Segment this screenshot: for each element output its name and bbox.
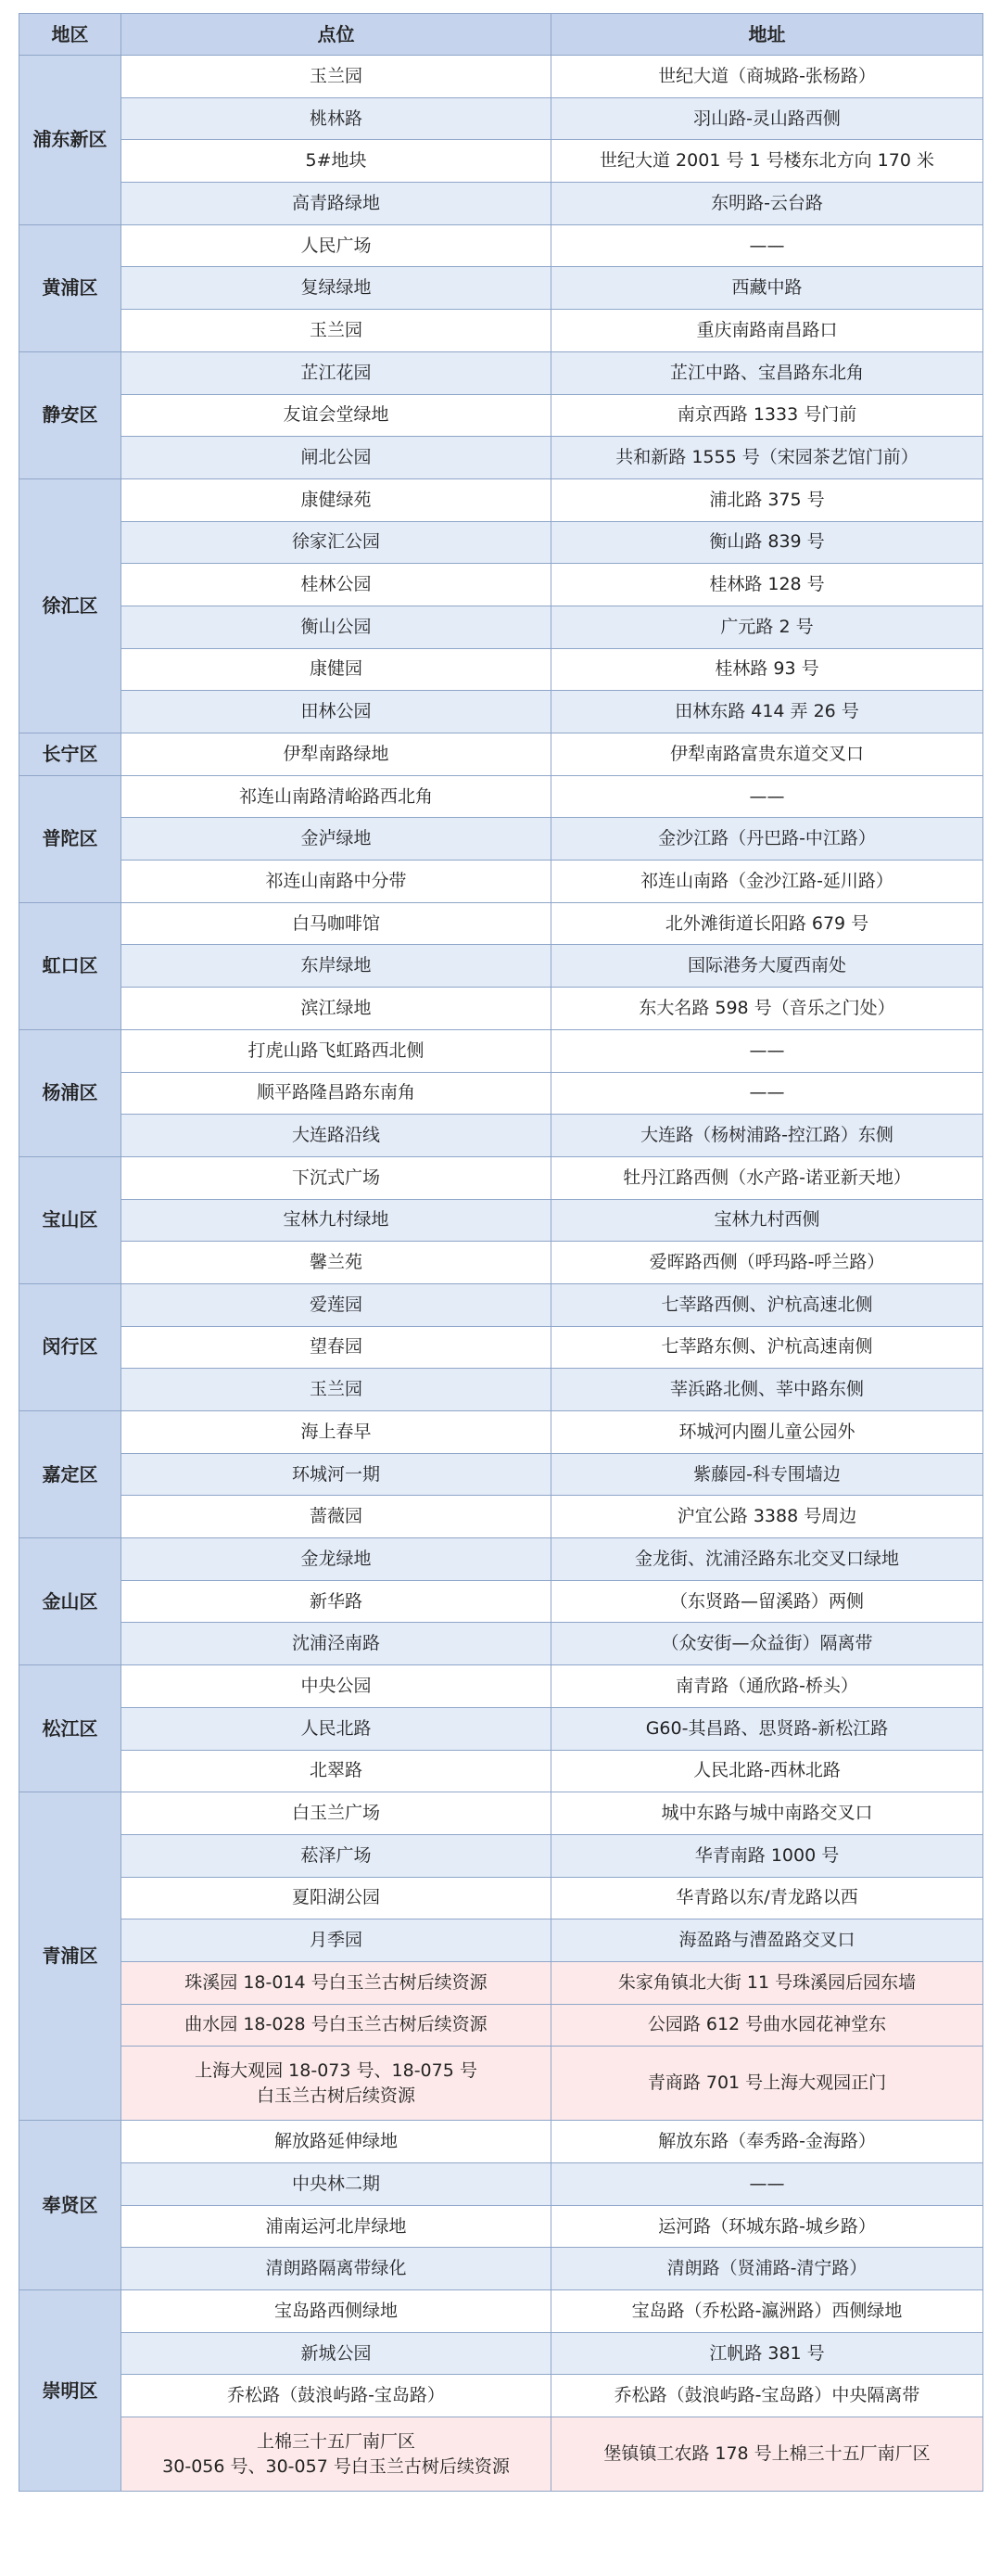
table-row [19, 1665, 983, 1708]
site-cell: 友谊会堂绿地 [121, 394, 551, 437]
site-cell: 祁连山南路中分带 [121, 861, 551, 903]
table-row [19, 1834, 983, 1877]
address-cell: 解放东路（奉秀路-金海路） [551, 2121, 983, 2163]
site-cell: 海上春早 [121, 1411, 551, 1454]
address-cell: 江帆路 381 号 [551, 2332, 983, 2375]
address-cell: 华青路以东/青龙路以西 [551, 1877, 983, 1919]
table-row [19, 945, 983, 988]
site-cell: 衡山公园 [121, 606, 551, 648]
region-cell: 奉贤区 [19, 2121, 121, 2290]
address-cell: 沪宜公路 3388 号周边 [551, 1496, 983, 1538]
table-row [19, 2205, 983, 2248]
address-cell: 七莘路东侧、沪杭高速南侧 [551, 1326, 983, 1369]
address-cell: 重庆南路南昌路口 [551, 310, 983, 352]
site-cell: 馨兰苑 [121, 1242, 551, 1284]
site-cell: 玉兰园 [121, 1369, 551, 1411]
region-cell: 闵行区 [19, 1283, 121, 1410]
address-cell: 运河路（环城东路-城乡路） [551, 2205, 983, 2248]
address-cell: 金龙街、沈浦泾路东北交叉口绿地 [551, 1538, 983, 1581]
address-cell: 华青南路 1000 号 [551, 1834, 983, 1877]
address-cell: 西藏中路 [551, 267, 983, 310]
table-row [19, 2375, 983, 2417]
address-cell: 环城河内圈儿童公园外 [551, 1411, 983, 1454]
site-cell: 康健园 [121, 648, 551, 691]
table-row [19, 648, 983, 691]
site-cell: 环城河一期 [121, 1453, 551, 1496]
header-region: 地区 [19, 14, 121, 56]
address-cell: 爱晖路西侧（呼玛路-呼兰路） [551, 1242, 983, 1284]
table-row [19, 437, 983, 479]
site-cell: 徐家汇公园 [121, 521, 551, 564]
address-cell: 七莘路西侧、沪杭高速北侧 [551, 1283, 983, 1326]
site-cell: 打虎山路飞虹路西北侧 [121, 1029, 551, 1072]
table-row [19, 988, 983, 1030]
header-site: 点位 [121, 14, 551, 56]
table-row [19, 2248, 983, 2290]
table-row [19, 733, 983, 776]
address-cell: （众安街—众益街）隔离带 [551, 1623, 983, 1665]
site-cell: 人民北路 [121, 1707, 551, 1750]
table-row [19, 691, 983, 733]
table-row [19, 2332, 983, 2375]
table-row [19, 1115, 983, 1157]
region-cell: 浦东新区 [19, 56, 121, 225]
site-cell: 清朗路隔离带绿化 [121, 2248, 551, 2290]
table-row [19, 1919, 983, 1962]
table-row [19, 521, 983, 564]
address-cell: 芷江中路、宝昌路东北角 [551, 351, 983, 394]
site-cell: 康健绿苑 [121, 478, 551, 521]
address-cell: 南青路（通欣路-桥头） [551, 1665, 983, 1708]
site-cell: 下沉式广场 [121, 1156, 551, 1199]
address-cell: 南京西路 1333 号门前 [551, 394, 983, 437]
site-cell: 中央林二期 [121, 2163, 551, 2206]
header-address: 地址 [551, 14, 983, 56]
site-cell: 祁连山南路清峪路西北角 [121, 775, 551, 818]
table-row [19, 1411, 983, 1454]
site-cell: 白玉兰广场 [121, 1792, 551, 1835]
region-cell: 黄浦区 [19, 224, 121, 351]
table-row [19, 224, 983, 267]
site-cell: 新华路 [121, 1580, 551, 1623]
address-cell: 宝林九村西侧 [551, 1199, 983, 1242]
table-row [19, 1707, 983, 1750]
site-cell: 北翠路 [121, 1750, 551, 1792]
address-cell: 浦北路 375 号 [551, 478, 983, 521]
table-row [19, 1877, 983, 1919]
address-cell: 堡镇镇工农路 178 号上棉三十五厂南厂区 [551, 2417, 983, 2492]
site-cell: 大连路沿线 [121, 1115, 551, 1157]
site-cell: 宝岛路西侧绿地 [121, 2290, 551, 2333]
address-cell: 青商路 701 号上海大观园正门 [551, 2047, 983, 2121]
address-cell: 公园路 612 号曲水园花神堂东 [551, 2004, 983, 2047]
address-cell: 乔松路（鼓浪屿路-宝岛路）中央隔离带 [551, 2375, 983, 2417]
table-row [19, 1029, 983, 1072]
table-row [19, 1961, 983, 2004]
address-cell: 海盈路与漕盈路交叉口 [551, 1919, 983, 1962]
table-row [19, 2163, 983, 2206]
site-cell: 爱莲园 [121, 1283, 551, 1326]
address-cell: 大连路（杨树浦路-控江路）东侧 [551, 1115, 983, 1157]
address-cell: 世纪大道 2001 号 1 号楼东北方向 170 米 [551, 140, 983, 183]
site-cell: 玉兰园 [121, 56, 551, 98]
site-cell: 珠溪园 18-014 号白玉兰古树后续资源 [121, 1961, 551, 2004]
table-row [19, 97, 983, 140]
region-cell: 嘉定区 [19, 1411, 121, 1538]
site-cell: 玉兰园 [121, 310, 551, 352]
table-row [19, 2121, 983, 2163]
table-row [19, 1538, 983, 1581]
site-cell: 曲水园 18-028 号白玉兰古树后续资源 [121, 2004, 551, 2047]
table-row [19, 1453, 983, 1496]
table-row [19, 1580, 983, 1623]
site-cell: 蔷薇园 [121, 1496, 551, 1538]
site-cell: 5#地块 [121, 140, 551, 183]
address-cell: 金沙江路（丹巴路-中江路） [551, 818, 983, 861]
address-cell: 伊犁南路富贵东道交叉口 [551, 733, 983, 776]
table-row [19, 183, 983, 225]
table-row [19, 1283, 983, 1326]
table-row [19, 1623, 983, 1665]
site-cell: 望春园 [121, 1326, 551, 1369]
table-container [19, 13, 982, 2492]
address-cell: —— [551, 775, 983, 818]
address-cell: 清朗路（贤浦路-清宁路） [551, 2248, 983, 2290]
site-cell: 田林公园 [121, 691, 551, 733]
table-row [19, 1750, 983, 1792]
region-cell: 长宁区 [19, 733, 121, 776]
table-header-row [19, 14, 983, 56]
address-cell: 桂林路 128 号 [551, 564, 983, 606]
site-cell: 顺平路隆昌路东南角 [121, 1072, 551, 1115]
address-cell: 北外滩街道长阳路 679 号 [551, 902, 983, 945]
table-row [19, 2004, 983, 2047]
table-row [19, 902, 983, 945]
address-cell: 广元路 2 号 [551, 606, 983, 648]
address-cell: —— [551, 224, 983, 267]
site-cell: 复绿绿地 [121, 267, 551, 310]
site-cell: 菘泽广场 [121, 1834, 551, 1877]
address-cell: 羽山路-灵山路西侧 [551, 97, 983, 140]
site-cell: 金泸绿地 [121, 818, 551, 861]
table-row [19, 1326, 983, 1369]
region-cell: 宝山区 [19, 1156, 121, 1283]
region-cell: 杨浦区 [19, 1029, 121, 1156]
site-cell: 高青路绿地 [121, 183, 551, 225]
site-cell: 白马咖啡馆 [121, 902, 551, 945]
address-cell: 祁连山南路（金沙江路-延川路） [551, 861, 983, 903]
address-cell: 紫藤园-科专围墙边 [551, 1453, 983, 1496]
address-cell: （东贤路—留溪路）两侧 [551, 1580, 983, 1623]
address-cell: 宝岛路（乔松路-瀛洲路）西侧绿地 [551, 2290, 983, 2333]
address-cell: 田林东路 414 弄 26 号 [551, 691, 983, 733]
site-cell: 滨江绿地 [121, 988, 551, 1030]
site-cell: 人民广场 [121, 224, 551, 267]
table-row [19, 1496, 983, 1538]
table-row [19, 478, 983, 521]
site-cell: 中央公园 [121, 1665, 551, 1708]
region-cell: 徐汇区 [19, 478, 121, 733]
site-cell: 桃林路 [121, 97, 551, 140]
table-row [19, 140, 983, 183]
region-cell: 静安区 [19, 351, 121, 478]
address-cell: 衡山路 839 号 [551, 521, 983, 564]
region-cell: 青浦区 [19, 1792, 121, 2121]
address-cell: 人民北路-西林北路 [551, 1750, 983, 1792]
site-cell: 乔松路（鼓浪屿路-宝岛路） [121, 2375, 551, 2417]
site-cell: 桂林公园 [121, 564, 551, 606]
site-cell: 金龙绿地 [121, 1538, 551, 1581]
site-cell: 月季园 [121, 1919, 551, 1962]
site-cell: 上棉三十五厂南厂区 30-056 号、30-057 号白玉兰古树后续资源 [121, 2417, 551, 2492]
table-row [19, 2290, 983, 2333]
address-cell: —— [551, 1029, 983, 1072]
region-cell: 金山区 [19, 1538, 121, 1665]
site-cell: 上海大观园 18-073 号、18-075 号 白玉兰古树后续资源 [121, 2047, 551, 2121]
site-cell: 宝林九村绿地 [121, 1199, 551, 1242]
address-cell: 桂林路 93 号 [551, 648, 983, 691]
table-row [19, 1242, 983, 1284]
site-cell: 解放路延伸绿地 [121, 2121, 551, 2163]
table-row [19, 1792, 983, 1835]
table-row [19, 606, 983, 648]
table-row [19, 2047, 983, 2121]
region-cell: 崇明区 [19, 2290, 121, 2492]
address-cell: —— [551, 2163, 983, 2206]
address-cell: 世纪大道（商城路-张杨路） [551, 56, 983, 98]
table-row [19, 1369, 983, 1411]
site-cell: 伊犁南路绿地 [121, 733, 551, 776]
table-row [19, 351, 983, 394]
table-row [19, 818, 983, 861]
region-cell: 普陀区 [19, 775, 121, 902]
address-cell: 城中东路与城中南路交叉口 [551, 1792, 983, 1835]
address-cell: G60-其昌路、思贤路-新松江路 [551, 1707, 983, 1750]
table-row [19, 310, 983, 352]
table-row [19, 775, 983, 818]
table-row [19, 1199, 983, 1242]
table-row [19, 2417, 983, 2492]
table-row [19, 564, 983, 606]
table-row [19, 267, 983, 310]
address-cell: 牡丹江路西侧（水产路-诺亚新天地） [551, 1156, 983, 1199]
table-row [19, 394, 983, 437]
address-cell: —— [551, 1072, 983, 1115]
table-row [19, 1072, 983, 1115]
region-cell: 虹口区 [19, 902, 121, 1029]
site-cell: 芷江花园 [121, 351, 551, 394]
table-row [19, 1156, 983, 1199]
address-cell: 国际港务大厦西南处 [551, 945, 983, 988]
site-cell: 闸北公园 [121, 437, 551, 479]
site-cell: 新城公园 [121, 2332, 551, 2375]
site-cell: 东岸绿地 [121, 945, 551, 988]
address-cell: 东明路-云台路 [551, 183, 983, 225]
region-cell: 松江区 [19, 1665, 121, 1792]
address-cell: 莘浜路北侧、莘中路东侧 [551, 1369, 983, 1411]
table-row [19, 56, 983, 98]
site-cell: 浦南运河北岸绿地 [121, 2205, 551, 2248]
site-cell: 沈浦泾南路 [121, 1623, 551, 1665]
address-cell: 朱家角镇北大街 11 号珠溪园后园东墙 [551, 1961, 983, 2004]
address-cell: 东大名路 598 号（音乐之门处） [551, 988, 983, 1030]
address-cell: 共和新路 1555 号（宋园茶艺馆门前） [551, 437, 983, 479]
planting-sites-table [19, 13, 983, 2492]
site-cell: 夏阳湖公园 [121, 1877, 551, 1919]
table-row [19, 861, 983, 903]
